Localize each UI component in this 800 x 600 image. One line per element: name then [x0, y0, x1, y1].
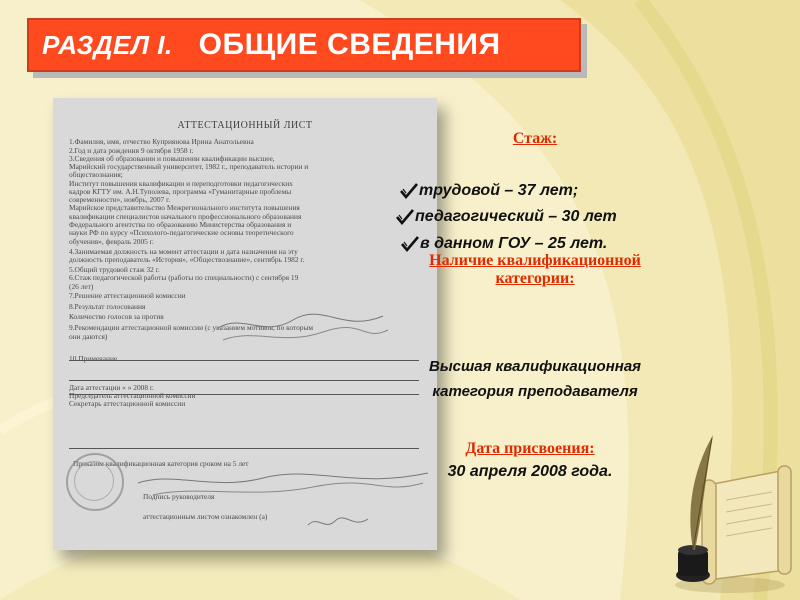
sheet-text-line: Федерального агентства по образованию Министерства образования и — [69, 221, 292, 229]
divider — [69, 360, 419, 361]
divider — [69, 394, 419, 395]
sheet-text-line: Марийский государственный университет, 1982 г., преподаватель истории и — [69, 163, 309, 171]
sheet-text-line: кадров КГТУ им. А.Н.Туполева, программа «Гуманитарные проблемы — [69, 188, 292, 196]
sheet-text-line: науки РФ по курсу «Психолого-педагогические основы теоретического — [69, 229, 294, 237]
experience-item-text: педагогический – 30 лет — [415, 208, 617, 225]
sheet-text-line: 8.Результат голосования — [69, 303, 146, 311]
category-text: категория преподавателя — [432, 383, 638, 400]
check-icon — [401, 236, 419, 252]
sheet-text-line: 3.Сведения об образовании и повышении квалификации высшее, — [69, 155, 275, 163]
experience-item — [400, 182, 578, 200]
category-header-line: категории: — [495, 270, 575, 287]
stamp-seal — [66, 453, 124, 511]
date-value: 30 апреля 2008 года. — [447, 463, 613, 480]
sheet-text-line: 6.Стаж педагогической работы (работы по специальности) с сентября 19 — [69, 274, 299, 282]
sheet-text-line: 5.Общий трудовой стаж 32 г. — [69, 266, 160, 274]
sheet-text-line: обществознания; — [69, 171, 123, 179]
handwritten-signature — [303, 513, 373, 533]
experience-item-text: в данном ГОУ – 25 лет. — [420, 235, 608, 252]
sheet-text-line: Дата аттестации « » 2008 г. — [69, 384, 154, 392]
sheet-text-line: должность преподаватель «История», «Обществознание», сентябрь 1982 г. — [69, 256, 305, 264]
divider — [69, 448, 419, 449]
category-header-line: Наличие квалификационной — [429, 252, 641, 269]
sheet-text-line: (26 лет) — [69, 283, 94, 291]
sheet-text-line: квалификации специалистов начального профессионального образования — [69, 213, 302, 221]
divider — [69, 380, 419, 381]
section-number: РАЗДЕЛ I. — [42, 29, 173, 60]
experience-header: Стаж: — [512, 130, 558, 147]
sheet-text-line: современности», ноябрь, 2007 г. — [69, 196, 171, 204]
sheet-text-line: Институт повышения квалификации и переподготовки педагогических — [69, 180, 293, 188]
sheet-text-line: Председатель аттестационной комиссии — [69, 392, 196, 400]
sheet-text-line: 1.Фамилия, имя, отчество Куприянова Ирина Анатольевна — [69, 138, 254, 146]
date-header: Дата присвоения: — [465, 440, 595, 457]
experience-item — [401, 235, 607, 253]
category-text: Высшая квалификационная — [428, 358, 642, 375]
sheet-text-line: Приказом квалификационная категория сроком на 5 лет — [73, 460, 249, 468]
scroll-quill-icon — [668, 430, 793, 595]
check-icon — [396, 209, 414, 225]
check-icon — [400, 183, 418, 199]
sheet-heading: АТТЕСТАЦИОННЫЙ ЛИСТ — [177, 120, 313, 131]
sheet-text-line: обучения», февраль 2005 г. — [69, 238, 154, 246]
section-title — [27, 18, 581, 72]
handwritten-signature — [213, 308, 393, 348]
sheet-text-line: Марийское представительство Межрегионального института повышения — [69, 204, 300, 212]
experience-item — [396, 208, 617, 226]
sheet-text-line: 9.Рекомендации аттестационной комиссии (с указанием мотивов, по которым — [69, 324, 314, 332]
category-header — [380, 252, 690, 288]
sheet-text-line: 10.Примечание — [69, 355, 118, 363]
attestation-sheet-image — [53, 98, 437, 550]
sheet-text-line: 2.Год и дата рождения 9 октября 1958 г. — [69, 147, 194, 155]
handwritten-signature — [133, 463, 433, 503]
section-name: ОБЩИЕ СВЕДЕНИЯ — [198, 28, 501, 61]
sheet-text-line: Подпись руководителя — [143, 493, 215, 501]
sheet-text-line: 4.Занимаемая должность на момент аттестации и дата назначения на эту — [69, 248, 298, 256]
experience-item-text: трудовой – 37 лет; — [419, 182, 579, 199]
sheet-text-line: аттестационным листом ознакомлен (а) — [143, 513, 268, 521]
sheet-text-line: Секретарь аттестационной комиссии — [69, 400, 186, 408]
sheet-text-line: Количество голосов за против — [69, 313, 164, 321]
sheet-text-line: они даются) — [69, 333, 108, 341]
sheet-text-line: 7.Решение аттестационной комиссии — [69, 292, 186, 300]
